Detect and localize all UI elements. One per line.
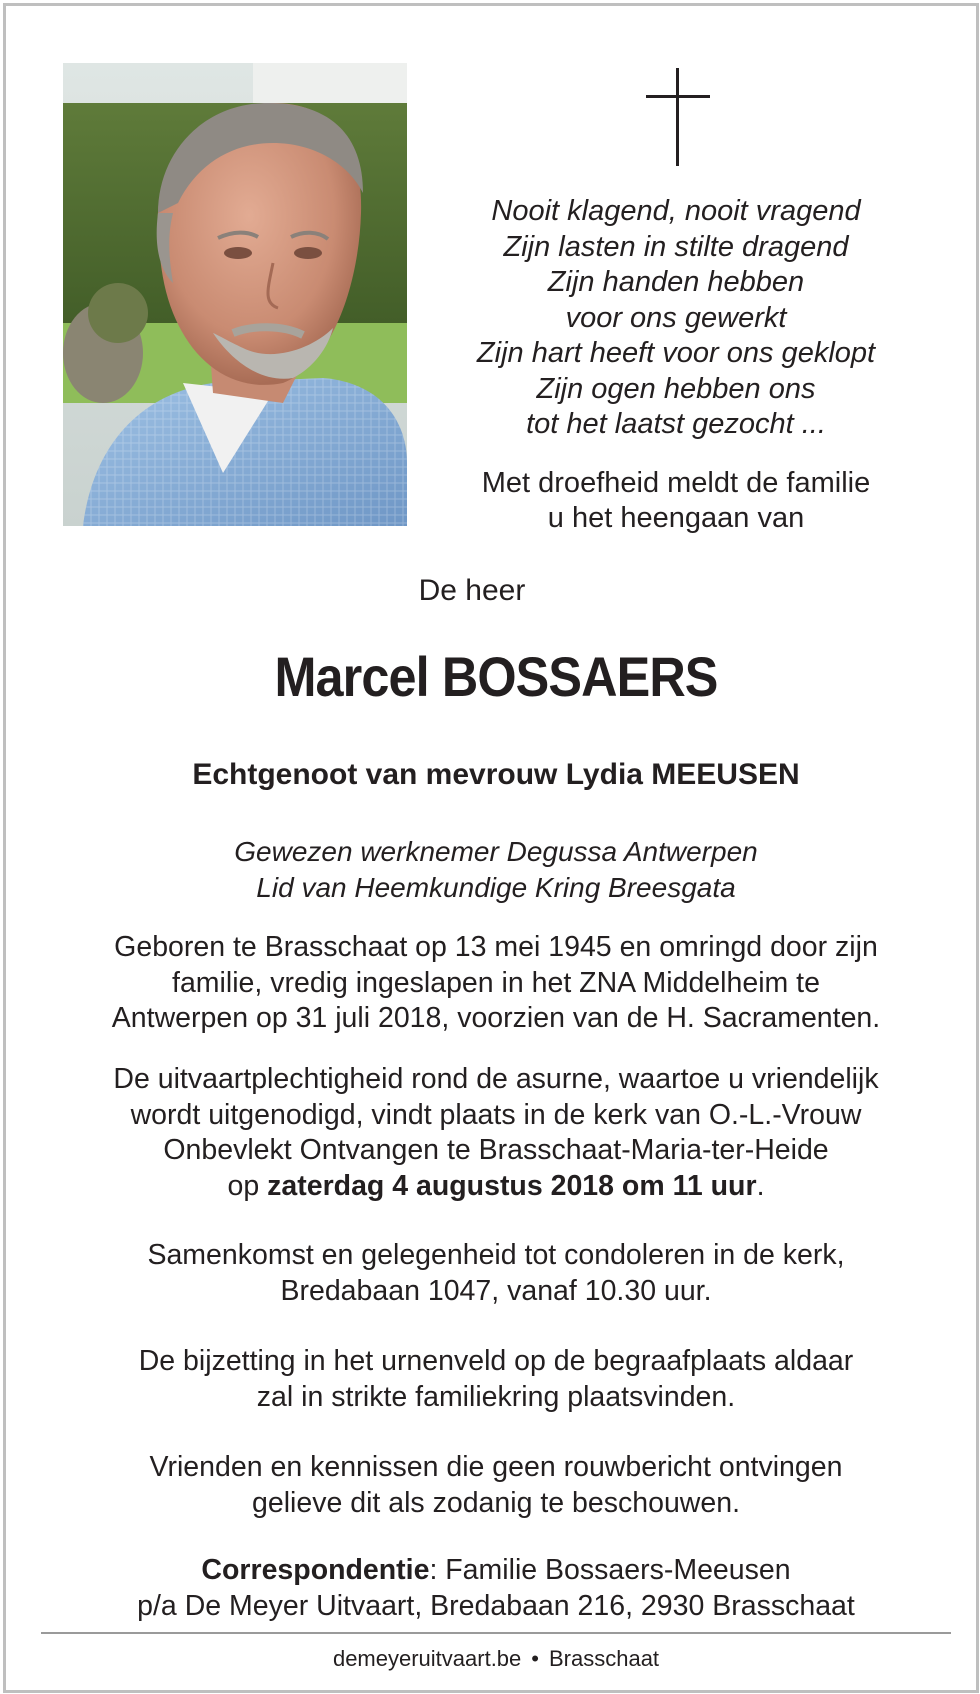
ceremony-date-prefix: op <box>227 1169 268 1202</box>
poem-line: Zijn hart heeft voor ons geklopt <box>476 337 876 369</box>
correspondence-address: p/a De Meyer Uitvaart, Bredabaan 216, 2930 Brasschaat <box>137 1589 855 1622</box>
honorific-text: De heer <box>418 574 526 607</box>
ceremony-date-suffix: . <box>756 1169 765 1202</box>
poem-line: Nooit klagend, nooit vragend <box>491 195 861 227</box>
portrait-photo <box>63 63 407 526</box>
gathering-line: Samenkomst en gelegenheid tot condoleren in de kerk, <box>147 1239 845 1271</box>
ceremony-line: De uitvaartplechtigheid rond de asurne, waartoe u vriendelijk <box>113 1063 879 1095</box>
gathering-line: Bredabaan 1047, vanaf 10.30 uur. <box>280 1274 712 1307</box>
announcement <box>426 466 926 536</box>
ceremony-line: Onbevlekt Ontvangen te Brasschaat-Maria-ter-Heide <box>163 1134 829 1166</box>
birth-line: familie, vredig ingeslapen in het ZNA Middelheim te <box>172 966 820 999</box>
footer-website-link[interactable]: demeyeruitvaart.be <box>332 1646 522 1671</box>
divider <box>41 1632 951 1634</box>
birth-paragraph <box>36 930 956 1037</box>
poem-line: Zijn ogen hebben ons <box>536 372 816 405</box>
gathering-paragraph <box>36 1238 956 1309</box>
spouse-line: Echtgenoot van mevrouw Lydia MEEUSEN <box>192 758 800 791</box>
poem-line: voor ons gewerkt <box>565 301 787 334</box>
poem-line: tot het laatst gezocht ... <box>526 408 826 440</box>
ceremony-line: wordt uitgenodigd, vindt plaats in de kerk van O.-L.-Vrouw <box>130 1098 862 1131</box>
footer <box>6 1646 980 1672</box>
announcement-line: Met droefheid meldt de familie <box>481 467 871 499</box>
ceremony-date: zaterdag 4 augustus 2018 om 11 uur <box>267 1169 757 1202</box>
cross-icon <box>646 68 710 166</box>
birth-line: Geboren te Brasschaat op 13 mei 1945 en omringd door zijn <box>114 931 878 963</box>
correspondence-paragraph <box>36 1553 956 1624</box>
burial-line: zal in strikte familiekring plaatsvinden. <box>256 1380 736 1413</box>
announcement-line: u het heengaan van <box>547 502 805 534</box>
friends-line: gelieve dit als zodanig te beschouwen. <box>252 1486 740 1519</box>
correspondence-text: : Familie Bossaers-Meeusen <box>429 1554 791 1586</box>
burial-paragraph <box>36 1344 956 1415</box>
honorific <box>6 574 980 608</box>
ceremony-paragraph <box>36 1062 956 1204</box>
correspondence-label: Correspondentie <box>201 1554 430 1586</box>
role-line: Gewezen werknemer Degussa Antwerpen <box>234 836 758 867</box>
role-line: Lid van Heemkundige Kring Breesgata <box>256 872 736 903</box>
correspondence-line <box>36 1553 956 1589</box>
birth-line: Antwerpen op 31 juli 2018, voorzien van de H. Sacramenten. <box>111 1002 881 1034</box>
roles <box>6 834 980 906</box>
poem <box>426 194 926 443</box>
footer-separator: • <box>531 1646 539 1671</box>
poem-line: Zijn handen hebben <box>547 266 805 298</box>
burial-line: De bijzetting in het urnenveld op de begraafplaats aldaar <box>138 1345 854 1377</box>
poem-line: Zijn lasten in stilte dragend <box>503 230 849 263</box>
deceased-name: Marcel BOSSAERS <box>274 645 718 708</box>
ceremony-date-line <box>36 1169 956 1205</box>
friends-line: Vrienden en kennissen die geen rouwbericht ontvingen <box>149 1451 843 1483</box>
obituary-card <box>3 3 979 1693</box>
friends-paragraph <box>36 1450 956 1521</box>
footer-town: Brasschaat <box>548 1646 660 1671</box>
